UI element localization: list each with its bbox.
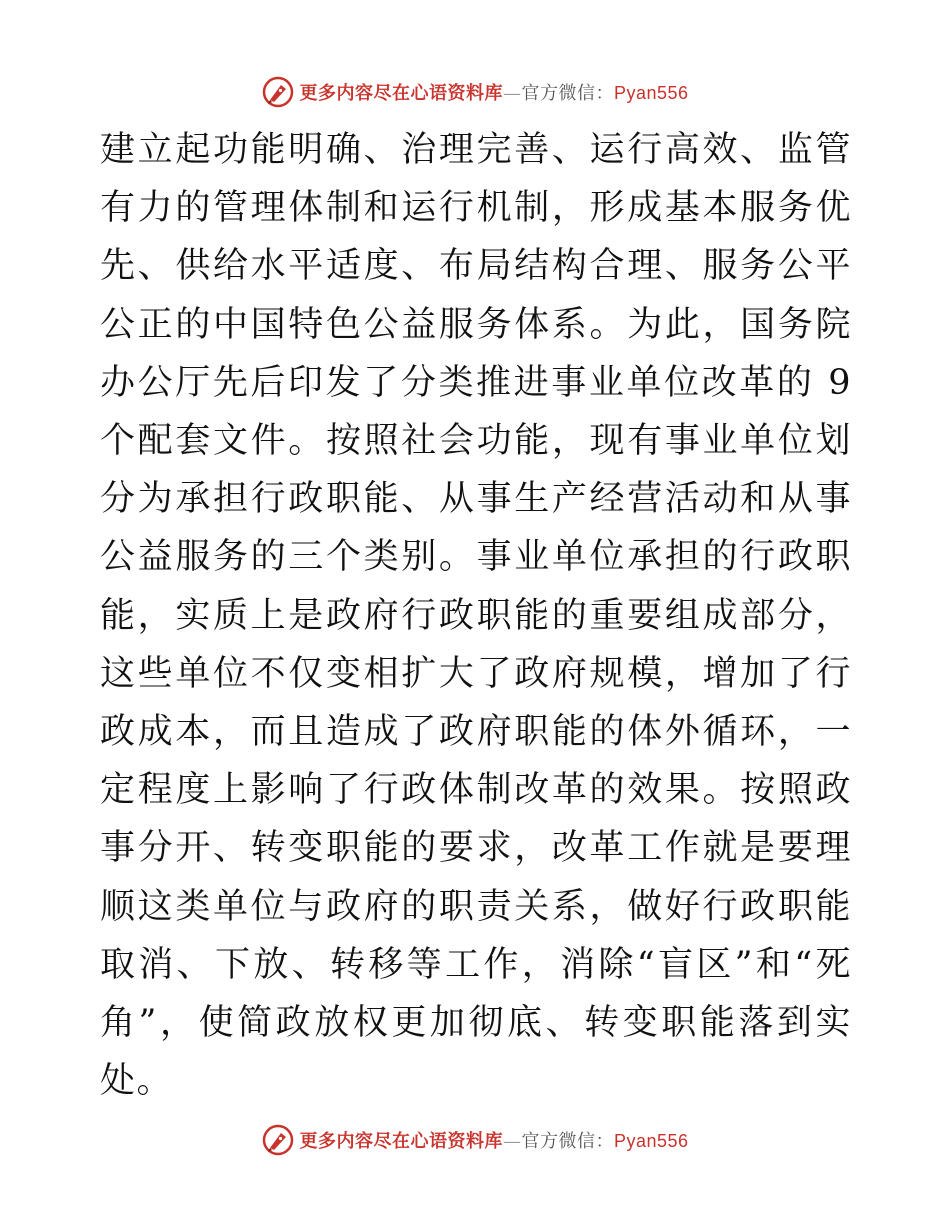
- pen-nib-circle-icon: [261, 75, 295, 109]
- banner-text: [299, 1127, 688, 1153]
- brand-text: 更多内容尽在心语资料库: [299, 83, 503, 104]
- banner-text: [299, 79, 688, 105]
- wechat-id: Pyan556: [613, 1131, 689, 1151]
- header-banner: [0, 72, 950, 112]
- wechat-id: Pyan556: [613, 83, 689, 103]
- wechat-label: 官方微信：: [521, 83, 614, 104]
- brand-text: 更多内容尽在心语资料库: [299, 1131, 503, 1152]
- body-paragraph: 建立起功能明确、治理完善、运行高效、监管有力的管理体制和运行机制，形成基本服务优先、供给水平适度、布局结构合理、服务公平公正的中国特色公益服务体系。为此，国务院办公厅先后印发了分类推进事业单位改革的 9 个配套文件。按照社会功能，现有事业单位划分为承担行政职能、从事生产经营活动和从事公益服务的三个类别。事业单位承担的行政职能，实质上是政府行政职能的重要组成部分，这些单位不仅变相扩大了政府规模，增加了行政成本，而且造成了政府职能的体外循环，一定程度上影响了行政体制改革的效果。按照政事分开、转变职能的要求，改革工作就是要理顺这类单位与政府的职责关系，做好行政职能取消、下放、转移等工作，消除“盲区”和“死角”，使简政放权更加彻底、转变职能落到实处。: [100, 130, 852, 1102]
- banner-dash: —: [502, 1131, 522, 1152]
- footer-banner: [0, 1120, 950, 1160]
- pen-nib-circle-icon: [261, 1123, 295, 1157]
- wechat-label: 官方微信：: [521, 1131, 614, 1152]
- banner-dash: —: [502, 83, 522, 104]
